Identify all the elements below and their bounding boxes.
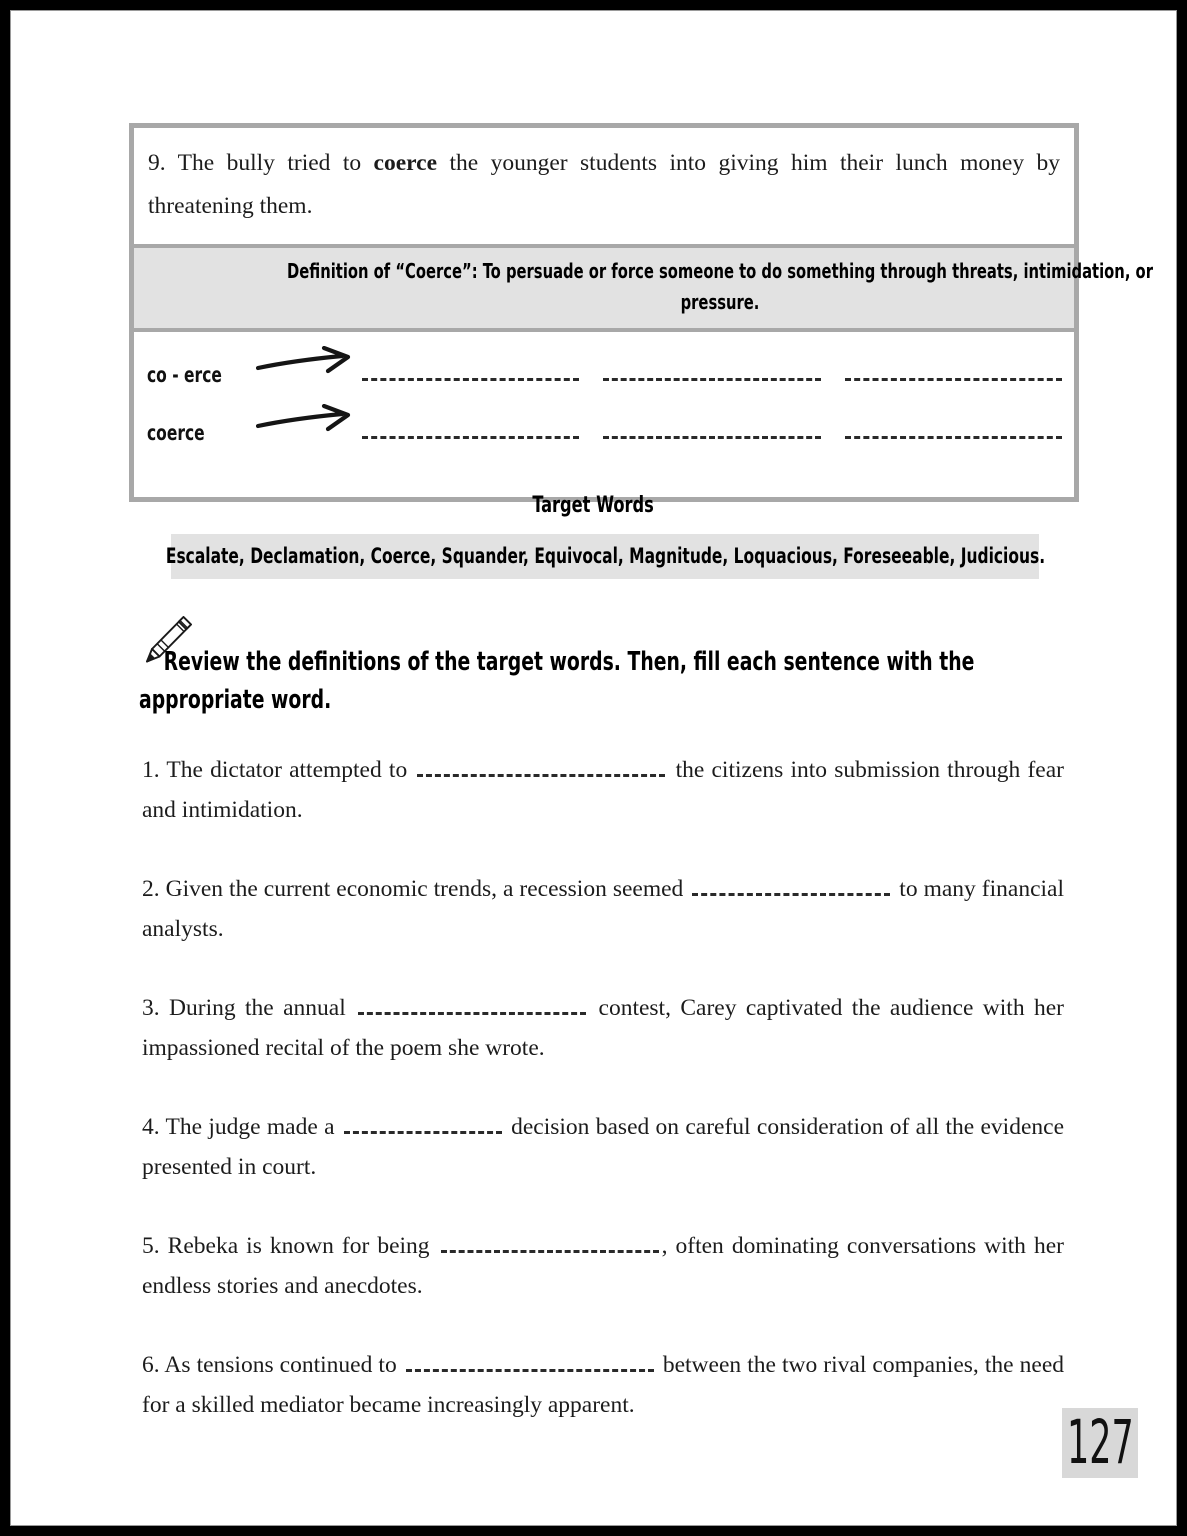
question-text-after: contest, Carey captivated the audience with her impassioned recital of the poem she wrote. [142, 995, 1064, 1061]
question-item [142, 1346, 1064, 1425]
syllable-practice-area [134, 332, 1074, 497]
blank-line[interactable] [603, 364, 820, 381]
blank-line[interactable] [845, 364, 1062, 381]
page-number-text: 127 [1066, 1407, 1134, 1478]
question-text-before: 5. Rebeka is known for being [142, 1233, 438, 1259]
syllable-blanks-split [362, 364, 1062, 381]
syllable-label-split: co - erce [147, 363, 222, 387]
answer-blank[interactable] [441, 1234, 659, 1253]
word-analysis-card [129, 123, 1153, 502]
question-text-after: between the two rival companies, the need for a skilled mediator became increasingly apparent. [142, 1352, 1064, 1418]
answer-blank[interactable] [692, 877, 890, 896]
target-words-box [165, 534, 1045, 579]
blank-line[interactable] [603, 422, 820, 439]
question-text-after: decision based on careful consideration of all the evidence presented in court. [142, 1114, 1065, 1180]
question-text-after: to many financial analysts. [142, 876, 1064, 942]
instruction-block [139, 611, 1079, 719]
answer-blank[interactable] [406, 1353, 654, 1372]
question-text-after: , often dominating conversations with her endless stories and anecdotes. [142, 1233, 1064, 1299]
answer-blank[interactable] [344, 1115, 502, 1134]
question-text-before: 1. The dictator attempted to [142, 757, 415, 783]
question-text-before: 4. The judge made a [142, 1114, 341, 1140]
card-example-sentence [134, 128, 1074, 244]
instruction-text [139, 611, 1079, 719]
target-words-title [11, 493, 1176, 518]
right-arrow-icon [256, 346, 364, 386]
question-text-before: 6. As tensions continued to [142, 1352, 403, 1378]
page-inner-frame [10, 10, 1177, 1526]
question-item [142, 1108, 1064, 1187]
question-item [142, 1227, 1064, 1306]
page-number-box [1062, 1408, 1138, 1478]
definition-row [134, 244, 1153, 332]
target-words-list: Escalate, Declamation, Coerce, Squander, Equivocal, Magnitude, Loquacious, Foreseeable, Judicious. [165, 544, 1045, 569]
target-words-title-text: Target Words [532, 493, 655, 518]
question-item [142, 870, 1064, 949]
question-item [142, 989, 1064, 1068]
card-sentence-before: 9. The bully tried to [148, 150, 374, 176]
syllable-row-split [134, 346, 1074, 404]
syllable-row-whole [134, 404, 1074, 462]
question-text-before: 3. During the annual [142, 995, 356, 1021]
card-sentence-after: the younger students into giving him their lunch money by threatening them. [148, 150, 1060, 219]
question-item [142, 751, 1064, 830]
blank-line[interactable] [362, 364, 579, 381]
blank-line[interactable] [362, 422, 579, 439]
question-text-after: the citizens into submission through fear and intimidation. [142, 757, 1064, 823]
syllable-blanks-whole [362, 422, 1062, 439]
instruction-text-inner: Review the definitions of the target words. Then, fill each sentence with the appropriate word. [139, 647, 975, 715]
syllable-label-whole: coerce [147, 421, 205, 445]
definition-text: Definition of “Coerce”: To persuade or force someone to do something through threats, intimidation, or pressure. [287, 259, 1153, 314]
answer-blank[interactable] [417, 758, 665, 777]
answer-blank[interactable] [358, 996, 586, 1015]
question-list [142, 751, 1064, 1425]
right-arrow-icon [256, 404, 364, 444]
card-sentence-target-word: coerce [373, 150, 438, 176]
question-text-before: 2. Given the current economic trends, a recession seemed [142, 876, 690, 902]
blank-line[interactable] [845, 422, 1062, 439]
